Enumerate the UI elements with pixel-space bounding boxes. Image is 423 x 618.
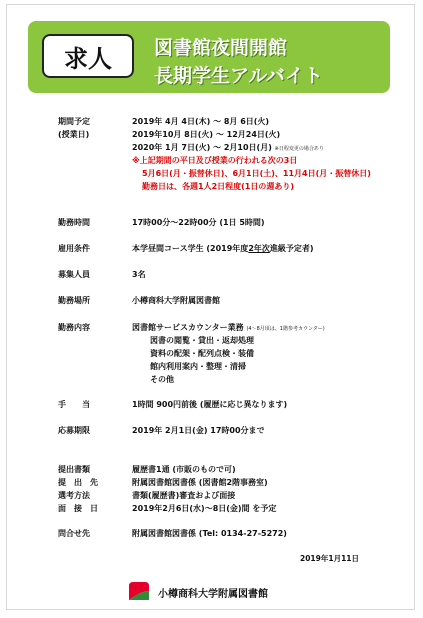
work-item: 図書の閲覧・貸出・返却処理	[150, 336, 254, 345]
dest-value: 附属図書館図書係 (図書館2階事務室)	[132, 478, 268, 487]
hours-value: 17時00分～22時00分 (1日 5時間)	[132, 218, 265, 227]
header-title-line1: 図書館夜間開館	[154, 37, 288, 59]
library-logo-icon	[127, 580, 151, 602]
interview-value: 2019年2月6日(水)～8日(金)間 を予定	[132, 504, 277, 513]
dest-label: 提 出 先	[58, 478, 98, 487]
period-dates-red: 5月6日(月・振替休日)、6月1日(土)、11月4日(月・振替休日)	[142, 169, 371, 178]
period-label: 期間予定	[58, 117, 90, 126]
docs-label: 提出書類	[58, 465, 90, 474]
condition-underlined: 2年次	[248, 244, 270, 253]
period-shift-red: 勤務日は、各週1人2日程度(1日の週あり)	[142, 182, 295, 191]
interview-label: 面 接 日	[58, 504, 98, 513]
period-line3-text: 2020年 1月 7日(火) ～ 2月10日(月)	[132, 143, 272, 152]
contact-label: 問合せ先	[58, 529, 90, 538]
count-value: 3名	[132, 270, 146, 279]
job-badge: 求人	[42, 34, 134, 78]
deadline-value: 2019年 2月1日(金) 17時00分まで	[132, 426, 265, 435]
period-line1: 2019年 4月 4日(木) ～ 8月 6日(火)	[132, 117, 270, 126]
period-note-red: ※上記期間の平日及び授業の行われる次の3日	[132, 156, 298, 165]
condition-post: 進級予定者)	[269, 244, 314, 253]
place-label: 勤務場所	[58, 296, 90, 305]
work-main	[132, 322, 325, 333]
header-banner	[28, 21, 390, 93]
method-label: 選考方法	[58, 491, 90, 500]
work-main-note: (4～8月頃は、1階参考カウンター)	[246, 326, 325, 332]
condition-label: 雇用条件	[58, 244, 90, 253]
period-line3	[132, 142, 324, 153]
pay-label: 手 当	[58, 400, 90, 409]
issue-date: 2019年1月11日	[300, 554, 360, 563]
condition-pre: 本学昼間コース学生 (2019年度	[132, 244, 249, 253]
period-line2: 2019年10月 8日(火) ～ 12月24日(火)	[132, 130, 281, 139]
footer-org-name: 小樽商科大学附属図書館	[158, 589, 268, 600]
contact-value: 附属図書館図書係 (Tel: 0134-27-5272)	[132, 529, 287, 538]
header-title-line2: 長期学生アルバイト	[154, 65, 323, 87]
place-value: 小樽商科大学附属図書館	[132, 296, 220, 305]
pay-value: 1時間 900円前後 (履歴に応じ異なります)	[132, 400, 288, 409]
work-main-text: 図書館サービスカウンター業務	[132, 323, 244, 332]
work-item: 資料の配架・配列点検・装備	[150, 349, 254, 358]
deadline-label: 応募期限	[58, 426, 90, 435]
work-label: 勤務内容	[58, 323, 90, 332]
method-value: 書類(履歴書)審査および面接	[132, 491, 236, 500]
docs-value: 履歴書1通 (市販のもので可)	[132, 465, 236, 474]
work-item: 館内利用案内・整理・清掃	[150, 362, 246, 371]
work-item: その他	[150, 375, 174, 384]
count-label: 募集人員	[58, 270, 90, 279]
period-line3-note: ※日程変更の場合あり	[274, 146, 324, 152]
condition-value	[132, 243, 314, 254]
page-frame	[6, 4, 415, 610]
period-sublabel: (授業日)	[58, 130, 90, 139]
hours-label: 勤務時間	[58, 218, 90, 227]
